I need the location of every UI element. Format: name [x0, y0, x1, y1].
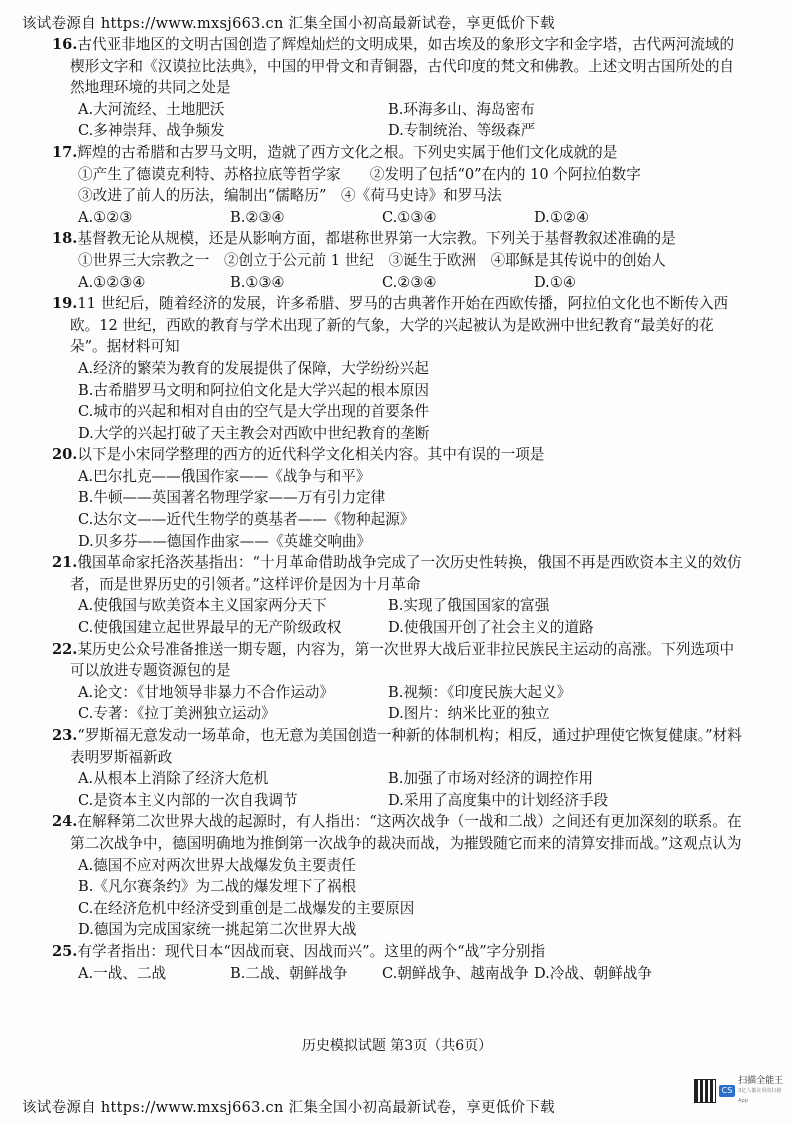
question-stem — [52, 293, 742, 358]
option-d: D.采用了高度集中的计划经济手段 — [388, 791, 609, 809]
question-stem — [52, 552, 742, 595]
option-c: C.城市的兴起和相对自由的空气是大学出现的首要条件 — [78, 403, 429, 421]
question-text: 俄国革命家托洛茨基指出：“十月革命借助战争完成了一次历史性转换，俄国不再是西欧资本主义的效仿者，而是世界历史的引领者。”这样评价是因为十月革命 — [70, 554, 742, 593]
question-21 — [52, 552, 742, 638]
option-d: D.①②④ — [534, 208, 590, 226]
scanner-app-subtitle: 3亿人都在用的扫描App — [738, 1088, 782, 1104]
question-number: 19. — [52, 295, 78, 313]
question-text: 辉煌的古希腊和古罗马文明，造就了西方文化之根。下列史实属于他们文化成就的是 — [77, 143, 618, 161]
scanner-badge — [694, 1076, 786, 1104]
option-c: C.多神崇拜、战争频发 — [78, 122, 225, 140]
question-number: 20. — [52, 446, 78, 464]
question-text: 在解释第二次世界大战的起源时，有人指出：“这两次战争（一战和二战）之间还有更加深刻的联系。在第二次战争中，德国明确地为推倒第一次战争的裁决而战，为摧毁随它而来的清算安排而战。”这观点认为 — [70, 813, 742, 852]
source-watermark-top: 该试卷源自 https://www.mxsj663.cn 汇集全国小初高最新试卷，享更低价下载 — [22, 16, 555, 32]
question-text: “罗斯福无意发动一场革命，也无意为美国创造一种新的体制机构；相反，通过护理使它恢复健康。”材料表明罗斯福新政 — [70, 727, 742, 766]
question-stem — [52, 639, 742, 682]
options — [52, 768, 742, 811]
question-number: 16. — [52, 36, 78, 53]
option-d: D.图片：纳米比亚的独立 — [388, 705, 550, 723]
question-number: 23. — [52, 727, 78, 744]
option-a: A.使俄国与欧美资本主义国家两分天下 — [78, 597, 327, 615]
scanner-app-title: 扫描全能王 — [738, 1076, 784, 1086]
option-b: B.加强了市场对经济的调控作用 — [388, 770, 594, 788]
option-d: D.专制统治、等级森严 — [388, 122, 536, 140]
option-d: D.①④ — [534, 273, 576, 291]
option-c: C.达尔文——近代生物学的奠基者——《物种起源》 — [78, 511, 415, 529]
option-b: B.环海多山、海岛密布 — [388, 100, 535, 118]
question-25 — [52, 941, 742, 984]
statement-line: ③改进了前人的历法，编制出“儒略历” ④《荷马史诗》和罗马法 — [78, 187, 502, 205]
question-number: 18. — [52, 230, 78, 248]
statement-line: ①世界三大宗教之一 ②创立于公元前 1 世纪 ③诞生于欧洲 ④耶稣是其传说中的创始人 — [78, 251, 666, 269]
question-stem — [52, 142, 742, 164]
source-watermark-bottom: 该试卷源自 https://www.mxsj663.cn 汇集全国小初高最新试卷，享更低价下载 — [22, 1100, 555, 1116]
question-text: 古代亚非地区的文明古国创造了辉煌灿烂的文明成果，如古埃及的象形文字和金字塔，古代两河流域的楔形文字和《汉谟拉比法典》，中国的甲骨文和青铜器，古代印度的梵文和佛教。上述文明古国所处的自然地理环境的共同之处是 — [70, 36, 735, 97]
option-a: A.从根本上消除了经济大危机 — [78, 770, 269, 788]
question-number: 21. — [52, 554, 78, 572]
option-b: B.古希腊罗马文明和阿拉伯文化是大学兴起的根本原因 — [78, 381, 430, 399]
option-b: B.实现了俄国国家的富强 — [388, 597, 550, 615]
statement-line: ①产生了德谟克利特、苏格拉底等哲学家 ②发明了包括“0”在内的 10 个阿拉伯数字 — [78, 165, 641, 183]
option-c: C.②③④ — [382, 273, 437, 291]
option-b: B.牛顿——英国著名物理学家——万有引力定律 — [78, 489, 386, 507]
options — [52, 99, 742, 142]
question-17 — [52, 142, 742, 228]
question-24 — [52, 811, 742, 941]
options — [52, 595, 742, 638]
question-22 — [52, 639, 742, 725]
question-stem — [52, 34, 742, 99]
option-c: C.①③④ — [382, 208, 437, 226]
scanner-app-name — [738, 1076, 786, 1106]
option-d: D.贝多芬——德国作曲家——《英雄交响曲》 — [78, 532, 372, 550]
question-20 — [52, 444, 742, 552]
question-text: 基督教无论从规模，还是从影响方面，都堪称世界第一大宗教。下列关于基督教叙述准确的是 — [77, 230, 676, 248]
question-stem — [52, 228, 742, 250]
option-c: C.使俄国建立起世界最早的无产阶级政权 — [78, 619, 342, 637]
option-a: A.论文：《甘地领导非暴力不合作运动》 — [78, 683, 334, 701]
options — [52, 682, 742, 725]
option-c: C.在经济危机中经济受到重创是二战爆发的主要原因 — [78, 899, 415, 917]
option-b: B.二战、朝鲜战争 — [230, 964, 348, 982]
question-number: 17. — [52, 143, 78, 161]
page-footer: 历史模拟试题 第3页（共6页） — [301, 1038, 493, 1054]
option-b: B.①③④ — [230, 273, 285, 291]
option-b: B.视频：《印度民族大起义》 — [388, 683, 572, 701]
question-list — [52, 34, 742, 984]
option-d: D.使俄国开创了社会主义的道路 — [388, 619, 594, 637]
question-number: 25. — [52, 942, 78, 960]
options — [52, 963, 742, 985]
options — [52, 272, 742, 294]
options — [52, 358, 742, 444]
question-16 — [52, 34, 742, 142]
option-d: D.冷战、朝鲜战争 — [534, 964, 652, 982]
option-c: C.专著：《拉丁美洲独立运动》 — [78, 705, 276, 723]
question-18 — [52, 228, 742, 293]
option-b: B.《凡尔赛条约》为二战的爆发埋下了祸根 — [78, 878, 357, 896]
option-d: D.大学的兴起打破了天主教会对西欧中世纪教育的垄断 — [78, 424, 430, 442]
question-stem — [52, 811, 742, 854]
option-a: A.①②③④ — [78, 273, 146, 291]
option-b: B.②③④ — [230, 208, 285, 226]
question-text: 有学者指出：现代日本“因战而衰、因战而兴”。这里的两个“战”字分别指 — [77, 942, 546, 960]
option-a: A.一战、二战 — [78, 964, 167, 982]
options — [52, 466, 742, 552]
question-stem — [52, 725, 742, 768]
question-text: 以下是小宋同学整理的西方的近代科学文化相关内容。其中有误的一项是 — [77, 446, 545, 464]
option-c: C.朝鲜战争、越南战争 — [382, 964, 529, 982]
option-a: A.大河流经、土地肥沃 — [78, 100, 225, 118]
question-stem — [52, 444, 742, 466]
option-c: C.是资本主义内部的一次自我调节 — [78, 791, 298, 809]
camscanner-logo: CS — [719, 1085, 735, 1097]
option-a: A.①②③ — [78, 208, 133, 226]
question-text: 某历史公众号准备推送一期专题，内容为，第一次世界大战后亚非拉民族民主运动的高涨。下列选项中可以放进专题资源包的是 — [70, 640, 735, 680]
question-23 — [52, 725, 742, 811]
question-19 — [52, 293, 742, 444]
option-a: A.巴尔扎克——俄国作家——《战争与和平》 — [78, 467, 371, 485]
question-number: 22. — [52, 640, 78, 658]
options — [52, 207, 742, 229]
option-a: A.德国不应对两次世界大战爆发负主要责任 — [78, 856, 356, 874]
question-text: 11 世纪后，随着经济的发展，许多希腊、罗马的古典著作开始在西欧传播，阿拉伯文化也不断传入西欧。12 世纪，西欧的教育与学术出现了新的气象，大学的兴起被认为是欧洲中世纪教育“最美好的花朵”。据材料可知 — [70, 295, 729, 356]
qr-code-icon — [694, 1079, 716, 1103]
question-stem — [52, 941, 742, 963]
option-a: A.经济的繁荣为教育的发展提供了保障，大学纷纷兴起 — [78, 359, 429, 377]
options — [52, 855, 742, 941]
question-number: 24. — [52, 813, 78, 831]
option-d: D.德国为完成国家统一挑起第二次世界大战 — [78, 921, 357, 939]
